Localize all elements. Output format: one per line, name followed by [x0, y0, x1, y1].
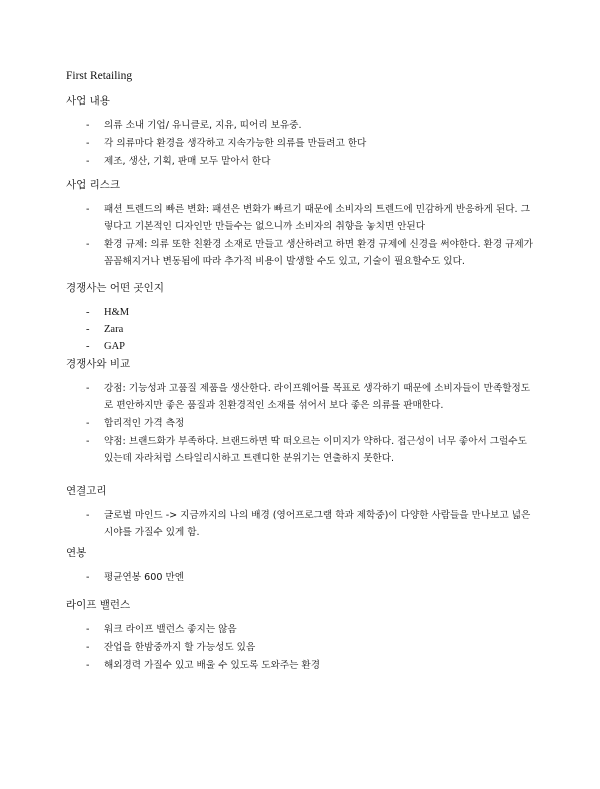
section-heading: 사업 리스크 — [66, 179, 121, 191]
document-title: First Retailing — [66, 70, 133, 82]
list-item-text: GAP — [104, 341, 126, 352]
section-competitors — [66, 281, 536, 355]
bullet-list — [66, 507, 536, 541]
bullet-dash: - — [86, 239, 90, 250]
bullet-dash: - — [86, 307, 90, 318]
list-item-text: 제조, 생산, 기획, 판매 모두 맡아서 한다 — [104, 156, 271, 167]
list-item — [66, 507, 536, 541]
list-item-text: 약점: 브랜드화가 부족하다. 브랜드하면 딱 떠오르는 이미지가 약하다. 접근성이 너무 좋아서 그럴수도 있는데 자라처럼 스타일리시하고 트렌디한 분위기는 연출하지 못한다. — [104, 436, 527, 464]
list-item — [66, 415, 536, 432]
section-heading: 사업 내용 — [66, 95, 110, 107]
list-item-text: 환경 규제: 의류 또한 친환경 소재로 만들고 생산하려고 하면 환경 규제에 신경을 써야한다. 환경 규제가 꼼꼼해지거나 변동됨에 따라 추가적 비용이 발생할 수도 있고, 기술이 필요할수도 있다. — [104, 239, 533, 267]
list-item-text: 각 의류마다 환경을 생각하고 지속가능한 의류를 만들려고 한다 — [104, 138, 367, 149]
bullet-dash: - — [86, 642, 90, 653]
bullet-list — [66, 621, 536, 674]
section-heading: 라이프 밸런스 — [66, 599, 131, 611]
section-heading: 연결고리 — [66, 485, 107, 497]
list-item-text: Zara — [104, 324, 124, 335]
bullet-dash: - — [86, 138, 90, 149]
list-item — [66, 153, 536, 170]
list-item-text: 잔업을 한밤중까지 할 가능성도 있음 — [104, 642, 256, 653]
bullet-list — [66, 117, 536, 170]
section-heading: 경쟁사는 어떤 곳인지 — [66, 282, 164, 294]
list-item-text: 글로벌 마인드 -> 지금까지의 나의 배경 (영어프로그램 학과 제학중)이 다양한 사람들을 만나보고 넓은 시야를 가질수 있게 함. — [104, 510, 531, 538]
bullet-dash: - — [86, 624, 90, 635]
section-connection — [66, 484, 536, 542]
list-item — [66, 338, 536, 355]
bullet-dash: - — [86, 572, 90, 583]
section-heading: 경쟁사와 비교 — [66, 358, 131, 370]
list-item-text: 패션 트렌드의 빠른 변화: 패션은 변화가 빠르기 때문에 소비자의 트렌드에 민감하게 반응하게 된다. 그렇다고 기본적인 디자인만 만들수는 없으니까 소비자의 취향을 놓치면 안된다 — [104, 204, 530, 232]
list-item-text: 워크 라이프 밸런스 좋지는 않음 — [104, 624, 237, 635]
bullet-dash: - — [86, 120, 90, 131]
section-life-balance — [66, 598, 536, 675]
list-item — [66, 321, 536, 338]
section-risk — [66, 178, 536, 271]
section-heading: 연봉 — [66, 547, 87, 559]
section-comparison — [66, 357, 536, 468]
bullet-list — [66, 569, 536, 586]
list-item — [66, 621, 536, 638]
bullet-dash: - — [86, 156, 90, 167]
list-item — [66, 433, 536, 467]
bullet-list — [66, 304, 536, 355]
list-item-text: H&M — [104, 307, 130, 318]
bullet-dash: - — [86, 324, 90, 335]
bullet-dash: - — [86, 383, 90, 394]
list-item-text: 해외경력 가질수 있고 배울 수 있도록 도와주는 환경 — [104, 660, 320, 671]
list-item — [66, 201, 536, 235]
list-item-text: 의류 소내 기업/ 유니클로, 지유, 띠어리 보유중. — [104, 120, 302, 131]
list-item — [66, 657, 536, 674]
list-item-text: 강점: 기능성과 고품질 제품을 생산한다. 라이프웨어를 목표로 생각하기 때문에 소비자들이 만족할정도로 편안하지만 좋은 품질과 친환경적인 소재를 섞어서 보다 좋은 의류를 판매한다. — [104, 383, 531, 411]
list-item — [66, 236, 536, 270]
list-item — [66, 380, 536, 414]
list-item — [66, 304, 536, 321]
bullet-dash: - — [86, 341, 90, 352]
bullet-list — [66, 380, 536, 467]
bullet-dash: - — [86, 660, 90, 671]
bullet-dash: - — [86, 204, 90, 215]
list-item — [66, 639, 536, 656]
bullet-dash: - — [86, 418, 90, 429]
bullet-dash: - — [86, 510, 90, 521]
bullet-dash: - — [86, 436, 90, 447]
list-item — [66, 135, 536, 152]
list-item — [66, 117, 536, 134]
list-item-text: 평균연봉 600 만엔 — [104, 572, 185, 583]
section-business — [66, 94, 536, 171]
bullet-list — [66, 201, 536, 270]
list-item — [66, 569, 536, 586]
list-item-text: 합리적인 가격 측정 — [104, 418, 185, 429]
section-salary — [66, 546, 536, 587]
